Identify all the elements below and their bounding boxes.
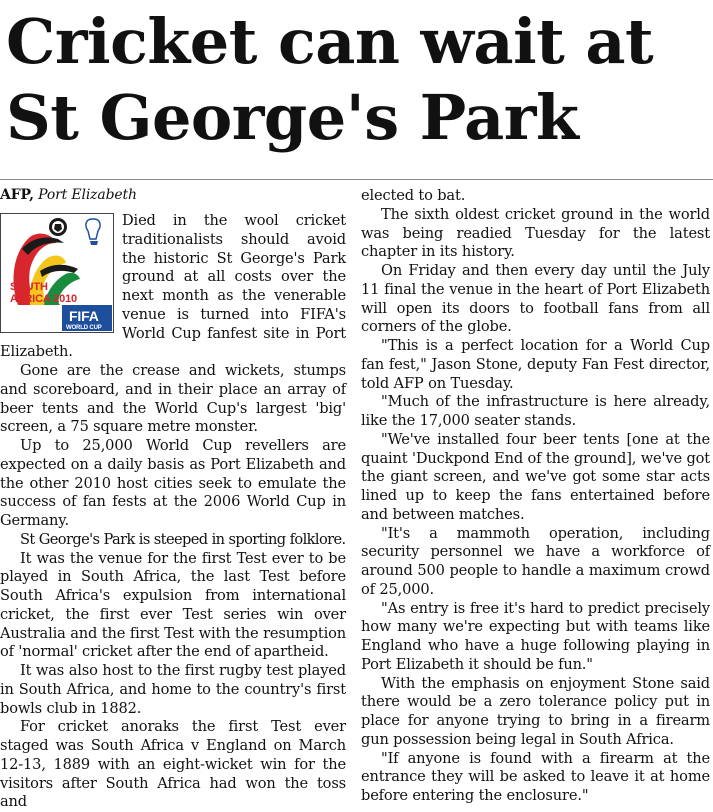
article-paragraph: With the emphasis on enjoyment Stone said there would be a zero tolerance policy put in place for anyone trying to bring in a firearm gun possession being legal in South Africa.: [361, 674, 710, 748]
article-paragraph: "This is a perfect location for a World Cup fan fest," Jason Stone, deputy Fan Fest director, told AFP on Tuesday.: [361, 337, 710, 392]
article-paragraph: For cricket anoraks the first Test ever staged was South Africa v England on March 12-13, 1889 with an eight-wicket win for the visitors after South Africa had won the toss and: [0, 718, 346, 811]
article-paragraph: On Friday and then every day until the July 11 final the venue in the heart of Port Elizabeth will open its doors to football fans from all corners of the globe.: [361, 262, 710, 336]
logo-country-line-1: SOUTH: [10, 281, 48, 293]
article-paragraph: Gone are the crease and wickets, stumps and scoreboard, and in their place an array of beer tents and the World Cup's largest 'big' screen, a 75 square metre monster.: [0, 362, 346, 436]
article-paragraph: "Much of the infrastructure is here already, like the 17,000 seater stands.: [361, 393, 710, 429]
article-paragraph: "As entry is free it's hard to predict precisely how many we're expecting but with teams like England who have a huge following playing in Port Elizabeth it should be fun.": [361, 599, 710, 673]
logo-cup-text: WORLD CUP: [66, 325, 102, 331]
article-paragraph: "It's a mammoth operation, including security personnel we have a workforce of around 500 people to handle a maximum crowd of 25,000.: [361, 524, 710, 598]
article-paragraph: "We've installed four beer tents [one at the quaint 'Duckpond End of the ground], we've got the giant screen, and we've got some star acts lined up to keep the fans entertained before and between matches.: [361, 430, 711, 523]
logo-fifa-text: FIFA: [69, 308, 99, 324]
right-column: [361, 187, 710, 806]
article-paragraph: It was the venue for the first Test ever to be played in South Africa, the last Test before South Africa's expulsion from international cricket, the first ever Test series win over Australia and the first Test with the resumption of 'normal' cricket after the end of apartheid.: [0, 549, 346, 661]
article-paragraph: "If anyone is found with a firearm at the entrance they will be asked to leave it at home before entering the enclosure.": [361, 749, 710, 804]
byline-agency: AFP,: [0, 187, 34, 203]
article-paragraph: Died in the wool cricket traditionalists should avoid the historic St George's Park ground at all costs over the next month as the venerable venue is turned into FIFA's World Cup fanfest site in Port Elizabeth.: [0, 212, 346, 361]
headline-divider: [0, 179, 713, 180]
article-paragraph: It was also host to the first rugby test played in South Africa, and home to the country's first bowls club in 1882.: [0, 662, 346, 717]
left-column: [0, 186, 346, 812]
byline: [0, 186, 346, 204]
article-paragraph: Up to 25,000 World Cup revellers are expected on a daily basis as Port Elizabeth and the other 2010 host cities seek to emulate the success of fan fests at the 2006 World Cup in Germany.: [0, 437, 346, 529]
byline-place: Port Elizabeth: [38, 187, 137, 203]
logo-country-line-2: AFRICA 2010: [10, 293, 78, 305]
article-paragraph: St George's Park is steeped in sporting folklore.: [20, 530, 346, 548]
world-cup-logo-icon: [0, 213, 114, 333]
article-paragraph: The sixth oldest cricket ground in the world was being readied Tuesday for the latest chapter in its history.: [361, 205, 710, 261]
article-paragraph: elected to bat.: [361, 187, 466, 204]
headline: Cricket can wait at St George's Park: [6, 5, 654, 154]
